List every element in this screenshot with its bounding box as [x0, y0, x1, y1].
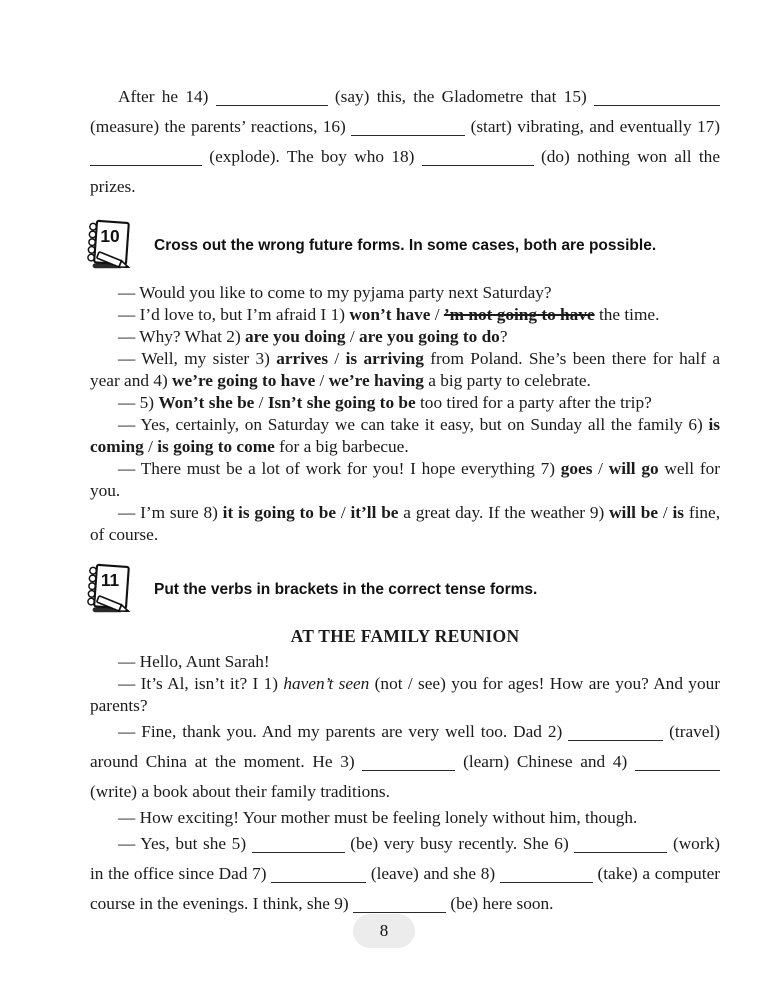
fill-in-blank [568, 728, 663, 741]
text-run: — It’s Al, isn’t it? I 1) [118, 674, 284, 693]
intro-paragraph [90, 82, 720, 202]
text-run: (do) nothing won all the prizes. [90, 147, 720, 196]
text-run: will be [609, 503, 659, 522]
exercise-11-number: 11 [100, 570, 120, 591]
text-run: / [345, 327, 359, 346]
text-run: (learn) Chinese and 4) [455, 752, 635, 771]
fill-in-blank [574, 840, 667, 853]
text-run: arrives [276, 349, 329, 368]
text-run: won’t have [349, 305, 431, 324]
exercise-11-header [82, 562, 720, 618]
text-run: — Fine, thank you. And my parents are very well too. Dad 2) [118, 722, 569, 741]
text-run: ? [499, 327, 508, 346]
paragraph [90, 326, 720, 348]
text-run: — There must be a lot of work for you! I hope everything 7) [118, 459, 561, 478]
text-run: — How exciting! Your mother must be feeling lonely without him, though. [118, 808, 638, 827]
text-run: (measure) the parents’ reactions, 16) [90, 117, 352, 136]
text-run: / [328, 349, 346, 368]
text-run: goes [560, 459, 593, 478]
text-run: — Would you like to come to my pyjama party next Saturday? [118, 283, 552, 302]
exercise-10-dialogue [90, 282, 720, 546]
fill-in-blank [216, 93, 328, 106]
text-run: a great day. If the weather 9) [398, 503, 610, 522]
text-run: is coming [90, 415, 720, 456]
text-run: (start) vibrating, and eventually 17) [465, 117, 721, 136]
text-run: ’m not going to have [443, 305, 595, 324]
text-run: After he 14) [118, 87, 216, 106]
page-number: 8 [379, 921, 389, 940]
paragraph [90, 282, 720, 304]
paragraph [90, 304, 720, 326]
paragraph [90, 807, 720, 829]
text-run: / [658, 503, 673, 522]
text-run: — Well, my sister 3) [118, 349, 277, 368]
fill-in-blank [90, 153, 202, 166]
text-run: / [143, 437, 158, 456]
text-run: too tired for a party after the trip? [415, 393, 652, 412]
text-run: are you going to do [359, 327, 500, 346]
text-run: — Yes, but she 5) [118, 834, 252, 853]
fill-in-blank [271, 870, 366, 883]
text-run: (not / see) you for ages! How are you? And your parents? [90, 674, 720, 715]
fill-in-blank [500, 870, 593, 883]
text-run: (work) in the office since Dad 7) [90, 834, 720, 883]
text-run: are you doing [245, 327, 346, 346]
fill-in-blank [422, 153, 534, 166]
text-run: (leave) and she 8) [366, 864, 500, 883]
fill-in-blank [353, 900, 446, 913]
text-run: / [430, 305, 444, 324]
exercise-11-dialogue [90, 651, 720, 919]
text-run: it is going to be [222, 503, 337, 522]
text-run: (take) a computer course in the evenings. I think, she 9) [90, 864, 721, 913]
text-run: from Poland. She’s been there for half a year and 4) [90, 349, 720, 390]
text-run: (travel) around China at the moment. He 3) [90, 722, 720, 771]
text-run: a big party to celebrate. [423, 371, 591, 390]
fill-in-blank [362, 758, 455, 771]
page-content [90, 82, 720, 919]
text-run: / [254, 393, 268, 412]
text-run: (say) this, the Gladometre that 15) [327, 87, 594, 106]
exercise-10 [90, 218, 720, 546]
fill-in-blank [252, 840, 345, 853]
exercise-11-title: Put the verbs in brackets in the correct tense forms. [154, 581, 538, 598]
text-run: we’re going to have [172, 371, 316, 390]
exercise-11 [90, 562, 720, 919]
text-run: it’ll be [350, 503, 399, 522]
text-run: — Why? What 2) [118, 327, 246, 346]
text-run: haven’t seen [283, 674, 370, 693]
paragraph [90, 651, 720, 673]
text-run: Won’t she be [158, 393, 255, 412]
exercise-10-title: Cross out the wrong future forms. In some cases, both are possible. [154, 237, 657, 254]
exercise-10-header [82, 218, 720, 274]
text-run: is arriving [345, 349, 424, 368]
paragraph [90, 717, 720, 807]
text-run: — Yes, certainly, on Saturday we can take it easy, but on Sunday all the family 6) [118, 415, 709, 434]
text-run: (be) very busy recently. She 6) [344, 834, 575, 853]
text-run: — I’m sure 8) [118, 503, 223, 522]
text-run: well for you. [90, 459, 720, 500]
page-number-badge [353, 914, 415, 948]
text-run: is going to come [157, 437, 275, 456]
paragraph [90, 673, 720, 717]
fill-in-blank [635, 758, 720, 771]
text-run: for a big barbecue. [274, 437, 409, 456]
text-run: is [672, 503, 685, 522]
notebook-pencil-icon [82, 218, 138, 274]
paragraph [90, 348, 720, 392]
text-run: (write) a book about their family traditions. [90, 782, 390, 801]
notebook-pencil-icon [82, 562, 138, 618]
paragraph [90, 82, 720, 202]
exercise-10-number: 10 [100, 226, 120, 247]
paragraph [90, 414, 720, 458]
text-run: / [315, 371, 329, 390]
paragraph [90, 502, 720, 546]
paragraph [90, 458, 720, 502]
text-run: / [592, 459, 609, 478]
text-run: / [336, 503, 351, 522]
fill-in-blank [351, 123, 465, 136]
text-run: we’re having [328, 371, 424, 390]
fill-in-blank [594, 93, 720, 106]
text-run: fine, of course. [90, 503, 721, 544]
text-run: (explode). The boy who 18) [202, 147, 422, 166]
paragraph [90, 392, 720, 414]
text-run: (be) here soon. [446, 894, 554, 913]
text-run: Isn’t she going to be [267, 393, 416, 412]
text-run: — Hello, Aunt Sarah! [118, 652, 270, 671]
story-heading: AT THE FAMILY REUNION [290, 626, 520, 646]
text-run: — I’d love to, but I’m afraid I 1) [118, 305, 350, 324]
text-run: will go [608, 459, 659, 478]
paragraph [90, 829, 720, 919]
text-run: the time. [594, 305, 660, 324]
text-run: — 5) [118, 393, 159, 412]
